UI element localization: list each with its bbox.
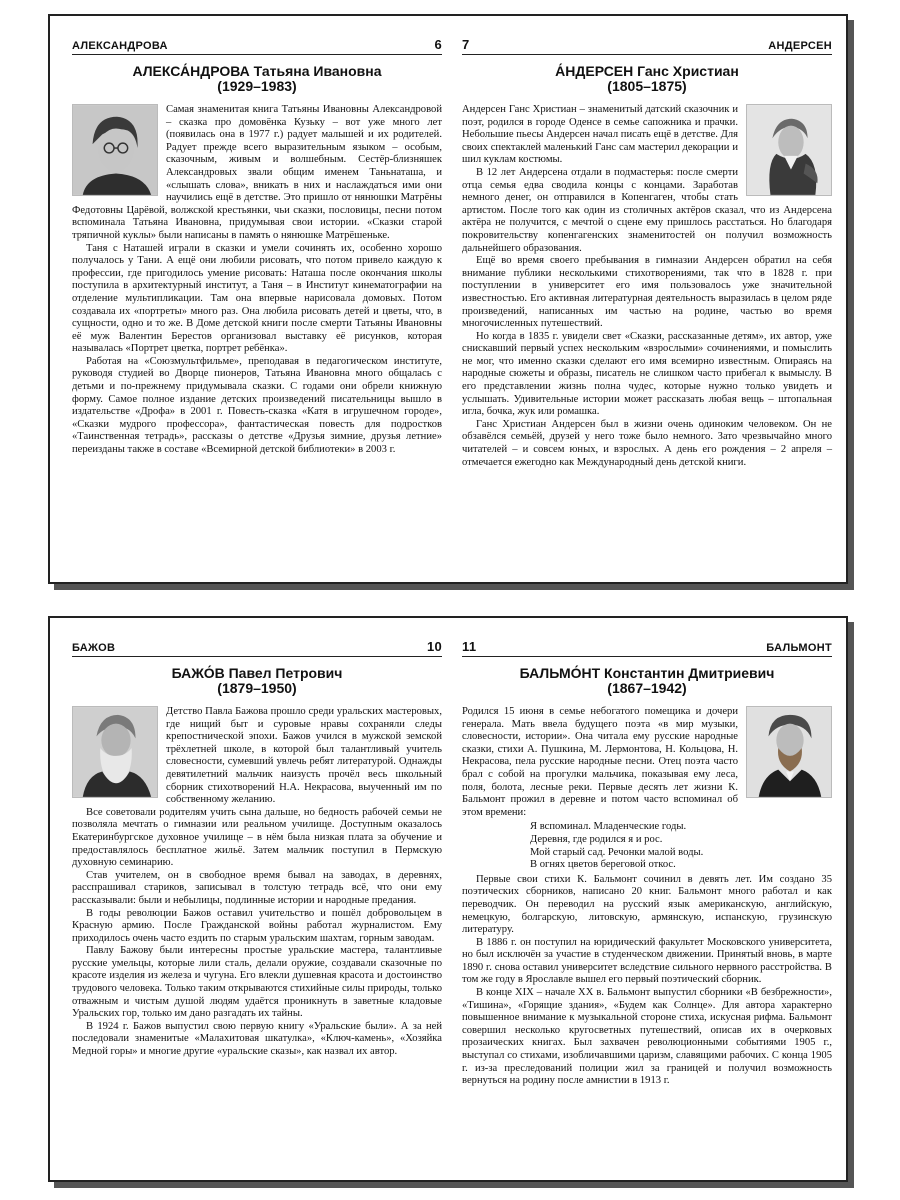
author-years: (1929–1983)	[217, 78, 297, 94]
poem-line: Деревня, где родился я и рос.	[530, 833, 663, 845]
page-7	[462, 16, 832, 582]
paragraph: Андерсен Ганс Христиан – знаменитый датский сказочник и поэт, родился в городе Оденсе в семье сапожника и прачки. Небольшие пьесы Андерсен начал писать ещё в детстве. Для своих спектаклей маленький Ганс сам мастерил декорации и шил куклам костюмы.	[462, 104, 738, 166]
page-number: 6	[434, 37, 442, 52]
book-spread-bottom	[48, 616, 848, 1182]
poem-line: Мой старый сад. Речонки малой воды.	[530, 846, 704, 858]
paragraph: Таня с Наташей играли в сказки и умели сочинять их, особенно хорошо получалось у Тани. А ещё они любили рисовать, что потом привело каждую к профессии, где пригодилось умение рисовать: Наташа после окончания школы поступила в архитектурный институт, а Таня – в Институт кинематографии на отделение мультипликации. Там она впервые нарисовала домовых. Потом создавала их «портреты» много раз. Она любила рисовать детей и цветы, что, в сущности, одно и то же. В Доме детской книги после смерти Татьяны Ивановны её муж Валентин Берестов организовал выставку её рисунков, которая называлась «Портрет цветка, портрет ребёнка».	[72, 242, 442, 355]
page-11	[462, 618, 832, 1180]
book-spread-top	[48, 14, 848, 584]
portrait-photo	[72, 706, 158, 798]
author-years: (1805–1875)	[607, 78, 687, 94]
page-10	[72, 618, 442, 1180]
page-6	[72, 16, 442, 582]
portrait-photo	[746, 104, 832, 196]
running-head-title: АНДЕРСЕН	[768, 40, 832, 52]
portrait-photo	[72, 104, 158, 196]
paragraph: Работая на «Союзмультфильме», преподавая в педагогическом институте, руководя студией во Дворце пионеров, Татьяна Ивановна много общалась с детьми и по-прежнему придумывала сказки. С годами они обрели книжную форму. Самое полное издание детских произведений писательницы вышло в издательстве «Дрофа» в 2001 г. Повесть-сказка «Катя в игрушечном городе», «Сказки мудрого профессора», фантастическая повесть для подростков «Таинственная тетрадь», рассказы о детстве «Друзья зимние, друзья летние» переизданы также в составе «Всемирной детской библиотеки» в 2003 г.	[72, 355, 442, 456]
poem-line: В огнях цветов береговой откос.	[530, 859, 676, 871]
running-head-title: БАЖОВ	[72, 642, 116, 654]
article-text	[462, 104, 832, 469]
running-head-title: БАЛЬМОНТ	[766, 642, 832, 654]
paragraph: В годы революции Бажов оставил учительство и пошёл добровольцем в Красную армию. После Гражданской войны работал журналистом. Ему приходилось очень часто ездить по старым уральским шахтам, горным заводам.	[72, 907, 442, 944]
author-years: (1879–1950)	[217, 680, 297, 696]
paragraph: Все советовали родителям учить сына дальше, но бедность рабочей семьи не позволяла мечтать о гимназии или реальном училище. Доступным оказалось Екатеринбургское духовное училище – в нём была низкая плата за обучение и предоставлялось бесплатное жильё. Затем мальчик поступил в Пермскую духовную семинарию.	[72, 806, 442, 869]
paragraph: Но когда в 1835 г. увидели свет «Сказки, рассказанные детям», их автор, уже снискавший первый успех нескольким «взрослыми» сочинениями, и помыслить не мог, что именно сказки сделают его имя всемирно известным. Опираясь на народные сюжеты и образы, писатель не слишком часто прибегал к вымыслу. В его представлении жизнь полна чудес, которые нужно только увидеть и услышать. Удивительные истории может рассказать любая вещь – штопальная игла, бочка, жук или ромашка.	[462, 330, 832, 418]
paragraph: Ещё во время своего пребывания в гимназии Андерсен обратил на себя внимание публики несколькими стихотворениями, так что в 1828 г. при поступлении в университет его имя пользовалось уже значительной известностью. Его активная литературная деятельность выразилась в целом ряде произведений, написанных им частью на родине, частью во время многочисленных путешествий.	[462, 255, 832, 330]
author-heading	[72, 666, 442, 696]
author-heading	[462, 666, 832, 696]
paragraph: В 1924 г. Бажов выпустил свою первую книгу «Уральские были». А за ней последовали знаменитые «Малахитовая шкатулка», «Ключ-камень», «Хозяйка Медной горы» и многие другие «уральские сказы», как назвал их автор.	[72, 1020, 442, 1058]
running-head-title: АЛЕКСАНДРОВА	[72, 40, 168, 52]
paragraph: Самая знаменитая книга Татьяны Ивановны Александровой – сказка про домовёнка Кузьку – вот уже много лет (появилась она в 1977 г.) радует малышей и их родителей. Радует прежде всего выразительным языком – особым, сказочным, живым и волшебным. Сестёр-близняшек Александровых звали общим именем Таньнаташа, и «слышать слова», вникать в них и наслаждаться ими они научились ещё в детстве. Это пришло от нянюшки Матрёны Федотовны Царёвой, волжской крестьянки, чьи сказки, пословицы, песни потом вспоминала Татьяна Ивановна, придумывая свои истории. «Сказки старой тряпичной куклы» были написаны в память о нянюшке Матрёшеньке.	[72, 104, 442, 241]
page-number: 11	[462, 639, 477, 654]
author-years: (1867–1942)	[607, 680, 687, 696]
author-name: А́НДЕРСЕН Ганс Христиан	[555, 63, 739, 79]
paragraph: В 1886 г. он поступил на юридический факультет Московского университета, но был исключён за участие в студенческом движении. Принятый вновь, в марте 1890 г. снова оставил университет вследствие сильного нервного расстройства. В том же году в Ярославле вышел его первый поэтический сборник.	[462, 936, 832, 986]
poem-line: Я вспоминал. Младенческие годы.	[530, 821, 687, 833]
paragraph: Став учителем, он в свободное время бывал на заводах, в деревнях, расспрашивал стариков, записывал в толстую тетрадь всё, что они ему рассказывали: были и небылицы, подлинные истории и народные предания.	[72, 869, 442, 906]
page-number: 10	[426, 639, 442, 654]
article-text	[462, 706, 832, 1088]
poem-excerpt	[530, 821, 832, 871]
running-head	[462, 38, 832, 55]
running-head	[72, 640, 442, 657]
page-number: 7	[462, 37, 470, 52]
author-name: БАЖО́В Павел Петрович	[171, 665, 343, 681]
article-text	[72, 706, 442, 1059]
paragraph: Павлу Бажову были интересны простые уральские мастера, талантливые русские умельцы, которые лили сталь, делали оружие, создавали сказочные по красоте изделия из железа и чугуна. Его влекли душевная красота и достоинство трудового человека. Только таким открываются стихийные силы природы, только отважным и чистым душой людям удаётся проникнуть в заветные кладовые Уральских гор, только им дано разгадать их тайны.	[72, 945, 442, 1020]
paragraph: Первые свои стихи К. Бальмонт сочинил в девять лет. Им создано 35 поэтических сборников, написано 20 книг. Бальмонт много работал и как переводчик. Он переводил на русский язык американскую, английскую, немецкую, болгарскую, литовскую, армянскую, испанскую, грузинскую литературу.	[462, 873, 832, 936]
paragraph: В 12 лет Андерсена отдали в подмастерья: после смерти отца семья едва сводила концы с концами. Заработав немного денег, он отправился в Копенгаген, чтобы стать артистом. После того как один из столичных актёров сказал, что из Андерсена актёра не получится, с мечтой о сцене ему пришлось расстаться. Но благодаря покровительству копенгагенских знаменитостей он получил возможность дальнейшего образования.	[462, 166, 832, 254]
article-text	[72, 104, 442, 457]
paragraph: В конце XIX – начале XX в. Бальмонт выпустил сборники «В безбрежности», «Тишина», «Горящие здания», «Будем как Солнце». Для автора характерно повышенное внимание к музыкальной стороне стиха, искусная рифма. Бальмонт совершил несколько кругосветных путешествий, описав их в очерковых прозаических книгах. Был захвачен революционными событиями 1905 г., выступал со стихами, изобличавшими царизм, славящими рабочих. С конца 1905 г. из-за преследований полиции жил за границей и получил возможность вернуться на родину после амнистии в 1913 г.	[462, 987, 832, 1087]
author-heading	[462, 64, 832, 94]
running-head	[72, 38, 442, 55]
paragraph: Ганс Христиан Андерсен был в жизни очень одиноким человеком. Он не обзавёлся семьёй, друзей у него тоже было немного. Зато чрезвычайно много читателей – и совсем юных, и взрослых. А день его рождения – 2 апреля – отмечается ежегодно как Международный день детской книги.	[462, 418, 832, 468]
portrait-photo	[746, 706, 832, 798]
author-heading	[72, 64, 442, 94]
author-name: АЛЕКСА́НДРОВА Татьяна Ивановна	[132, 63, 382, 79]
paragraph: Родился 15 июня в семье небогатого помещика и дочери генерала. Мать ввела будущего поэта «в мир музыки, словесности, истории». Она читала ему русские народные сказки, стихи А. Пушкина, М. Лермонтова, Н. Кольцова, Н. Некрасова, пела русские народные песни. Отец поэта часто брал с собой на прогулки мальчика, показывая ему леса, поля, болота, лесные реки. Первые десять лет жизни К. Бальмонт прожил в деревне и потом часто вспоминал об этом времени:	[462, 706, 738, 818]
author-name: БАЛЬМО́НТ Константин Дмитриевич	[519, 665, 775, 681]
running-head	[462, 640, 832, 657]
paragraph: Детство Павла Бажова прошло среди уральских мастеровых, где нищий быт и суровые нравы сохраняли следы крепостнической эпохи. Бажов учился в мужской земской трёхлетней школе, в которой был талантливый учитель словесности, сумевший увлечь ребят литературой. Однажды девятилетний мальчик наизусть прочёл весь школьный сборник стихотворений Н.А. Некрасова, выученный им по собственному желанию.	[166, 706, 442, 806]
